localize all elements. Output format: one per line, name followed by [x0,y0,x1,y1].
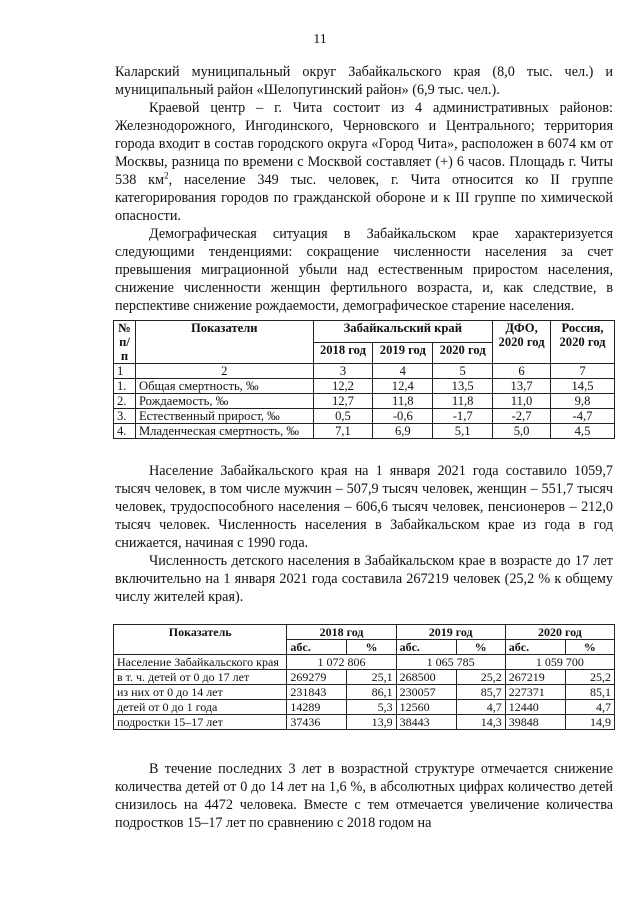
cell: -4,7 [551,409,615,424]
cell: 14,5 [551,379,615,394]
cell: Естественный прирост, ‰ [135,409,313,424]
paragraph-demography: Демографическая ситуация в Забайкальском крае характеризуется следующими тенденциями: сокращение численности населения за счет превышения миграционной убыли над естественным приростом населения, снижение численности женщин фертильного возраста, и, как следствие, в перспективе снижение рождаемости, демографическое старение населения. [115,226,613,314]
header-russia: Россия, 2020 год [551,321,615,364]
cell: 11,8 [373,394,433,409]
paragraph-chita [115,99,613,225]
cell: -2,7 [493,409,551,424]
header-year: 2018 год [287,625,396,640]
cell: детей от 0 до 1 года [114,700,287,715]
header-pct: % [347,640,396,655]
cell: 39848 [505,715,565,730]
table-row [114,670,615,685]
paragraph-population: Население Забайкальского края на 1 января 2021 года составило 1059,7 тысяч человек, в том числе мужчин – 507,9 тысяч человек, женщин – 551,7 тысяч человек, трудоспособного населения – 606,6 тысяч человек, пенсионеров – 212,0 тысяч человек. Численность населения в Забайкальском крае из года в год снижается, начиная с 1990 года. [115,463,613,551]
header-num: № п/п [114,321,136,364]
table-row [114,700,615,715]
header-dfo: ДФО, 2020 год [493,321,551,364]
children-population-table [113,624,615,730]
text-block-2 [115,462,613,606]
text-block-1 [115,63,613,315]
cell: 37436 [287,715,347,730]
cell: 3. [114,409,136,424]
cell: 13,5 [433,379,493,394]
cell: 12440 [505,700,565,715]
cell: 25,2 [565,670,614,685]
header-year: 2019 год [373,342,433,364]
header-year: 2020 год [505,625,614,640]
cell: 12,2 [313,379,373,394]
cell: 13,7 [493,379,551,394]
text-block-3 [115,760,613,832]
cell: 13,9 [347,715,396,730]
colnum: 5 [433,364,493,379]
cell: 1 072 806 [287,655,396,670]
page-number: 11 [313,32,327,47]
chita-text-a: Краевой центр – г. Чита состоит из 4 административных районов: Железнодорожного, Ингодинского, Черновского и Центрального; территория города входит в состав городского округа «Город Чита», расположен в 6074 км от Москвы, разница по времени с Москвой составляет (+) 6 часов. Площадь г. Читы 538 км [115,100,613,188]
cell: 11,0 [493,394,551,409]
cell: 12560 [396,700,456,715]
colnum: 2 [135,364,313,379]
table-row [114,685,615,700]
header-abs: абс. [396,640,456,655]
cell: в т. ч. детей от 0 до 17 лет [114,670,287,685]
cell: 269279 [287,670,347,685]
cell: 4. [114,424,136,439]
cell: Общая смертность, ‰ [135,379,313,394]
cell: 0,5 [313,409,373,424]
header-pct: % [565,640,614,655]
cell: 1 059 700 [505,655,614,670]
cell: 6,9 [373,424,433,439]
paragraph-children: Численность детского населения в Забайкальском крае в возрасте до 17 лет включительно на 1 января 2021 года составила 267219 человек (25,2 % к общему числу жителей края). [115,553,613,605]
table-row [114,394,615,409]
cell: 4,7 [565,700,614,715]
cell: 2. [114,394,136,409]
colnum: 4 [373,364,433,379]
cell: 38443 [396,715,456,730]
chita-text-b: , население 349 тыс. человек, г. Чита относится ко II группе категорирования городов по гражданской обороне и к III группе по химической опасности. [115,172,613,224]
header-indicator: Показатели [135,321,313,364]
header-abs: абс. [287,640,347,655]
cell: 25,2 [456,670,505,685]
table-header-row [114,625,615,640]
colnum: 1 [114,364,136,379]
header-year: 2019 год [396,625,505,640]
colnum: 7 [551,364,615,379]
cell: из них от 0 до 14 лет [114,685,287,700]
table-header-row [114,321,615,343]
cell: 4,5 [551,424,615,439]
cell: 85,1 [565,685,614,700]
paragraph-districts: Каларский муниципальный округ Забайкальского края (8,0 тыс. чел.) и муниципальный район «Шелопугинский район» (6,9 тыс. чел.). [115,64,613,98]
table-row [114,715,615,730]
cell: 267219 [505,670,565,685]
cell: 11,8 [433,394,493,409]
cell: 230057 [396,685,456,700]
cell: 12,7 [313,394,373,409]
cell: -0,6 [373,409,433,424]
cell: 25,1 [347,670,396,685]
table-row [114,424,615,439]
colnum: 3 [313,364,373,379]
cell: Младенческая смертность, ‰ [135,424,313,439]
cell: подростки 15–17 лет [114,715,287,730]
cell: 14,9 [565,715,614,730]
cell: 1. [114,379,136,394]
cell: 268500 [396,670,456,685]
demography-table [113,320,615,439]
table-row [114,379,615,394]
paragraph-age-structure: В течение последних 3 лет в возрастной структуре отмечается снижение количества детей от 0 до 14 лет на 1,6 %, в абсолютных цифрах количество детей снизилось на 4472 человека. Вместе с тем отмечается увеличение количества подростков 15–17 лет по сравнению с 2018 годом на [115,761,613,831]
cell: 14,3 [456,715,505,730]
cell: 231843 [287,685,347,700]
column-number-row [114,364,615,379]
header-region: Забайкальский край [313,321,493,343]
cell: 227371 [505,685,565,700]
cell: 85,7 [456,685,505,700]
chita-sup: 2 [164,170,169,181]
cell: 5,0 [493,424,551,439]
table-row [114,655,615,670]
header-pct: % [456,640,505,655]
cell: 86,1 [347,685,396,700]
cell: 4,7 [456,700,505,715]
cell: 5,1 [433,424,493,439]
colnum: 6 [493,364,551,379]
header-abs: абс. [505,640,565,655]
cell: 12,4 [373,379,433,394]
cell: 9,8 [551,394,615,409]
cell: -1,7 [433,409,493,424]
cell: 14289 [287,700,347,715]
cell: 5,3 [347,700,396,715]
cell: Рождаемость, ‰ [135,394,313,409]
header-year: 2020 год [433,342,493,364]
cell: 7,1 [313,424,373,439]
cell: Население Забайкальского края [114,655,287,670]
table-row [114,409,615,424]
cell: 1 065 785 [396,655,505,670]
header-indicator: Показатель [114,625,287,655]
header-year: 2018 год [313,342,373,364]
